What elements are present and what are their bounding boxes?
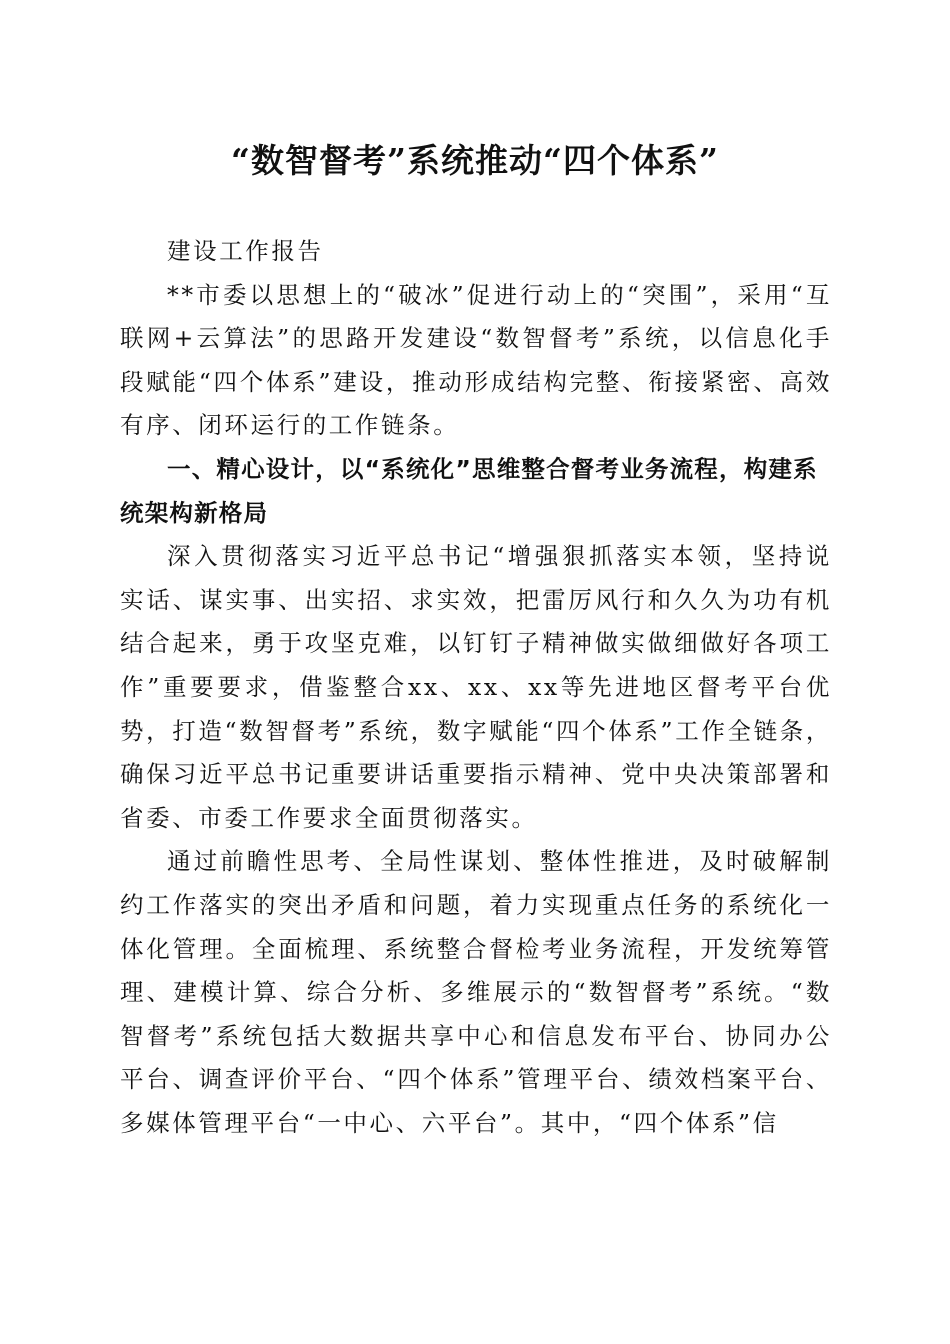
paragraph-intro: **市委以思想上的“破冰”促进行动上的“突围”，采用“互联网+云算法”的思路开发建设“数智督考”系统，以信息化手段赋能“四个体系”建设，推动形成结构完整、衔接紧密、高效有序、闭环运行的工作链条。 (120, 280, 832, 440)
section1-paragraph-1: 深入贯彻落实习近平总书记“增强狠抓落实本领，坚持说实话、谋实事、出实招、求实效，把雷厉风行和久久为功有机结合起来，勇于攻坚克难，以钉钉子精神做实做细做好各项工作”重要要求，借鉴整合xx、xx、xx等先进地区督考平台优势，打造“数智督考”系统，数字赋能“四个体系”工作全链条，确保习近平总书记重要讲话重要指示精神、党中央决策部署和省委、市委工作要求全面贯彻落实。 (120, 542, 832, 832)
document-title: “数智督考”系统推动“四个体系” (231, 141, 719, 180)
document-body (120, 230, 832, 1145)
section-heading-1: 一、精心设计，以“系统化”思维整合督考业务流程，构建系统架构新格局 (120, 454, 818, 527)
paragraph-subtitle: 建设工作报告 (167, 237, 324, 265)
section1-paragraph-2: 通过前瞻性思考、全局性谋划、整体性推进，及时破解制约工作落实的突出矛盾和问题，着力实现重点任务的系统化一体化管理。全面梳理、系统整合督检考业务流程，开发统筹管理、建模计算、综合分析、多维展示的“数智督考”系统。“数智督考”系统包括大数据共享中心和信息发布平台、协同办公平台、调查评价平台、“四个体系”管理平台、绩效档案平台、多媒体管理平台“一中心、六平台”。其中，“四个体系”信 (120, 847, 832, 1137)
